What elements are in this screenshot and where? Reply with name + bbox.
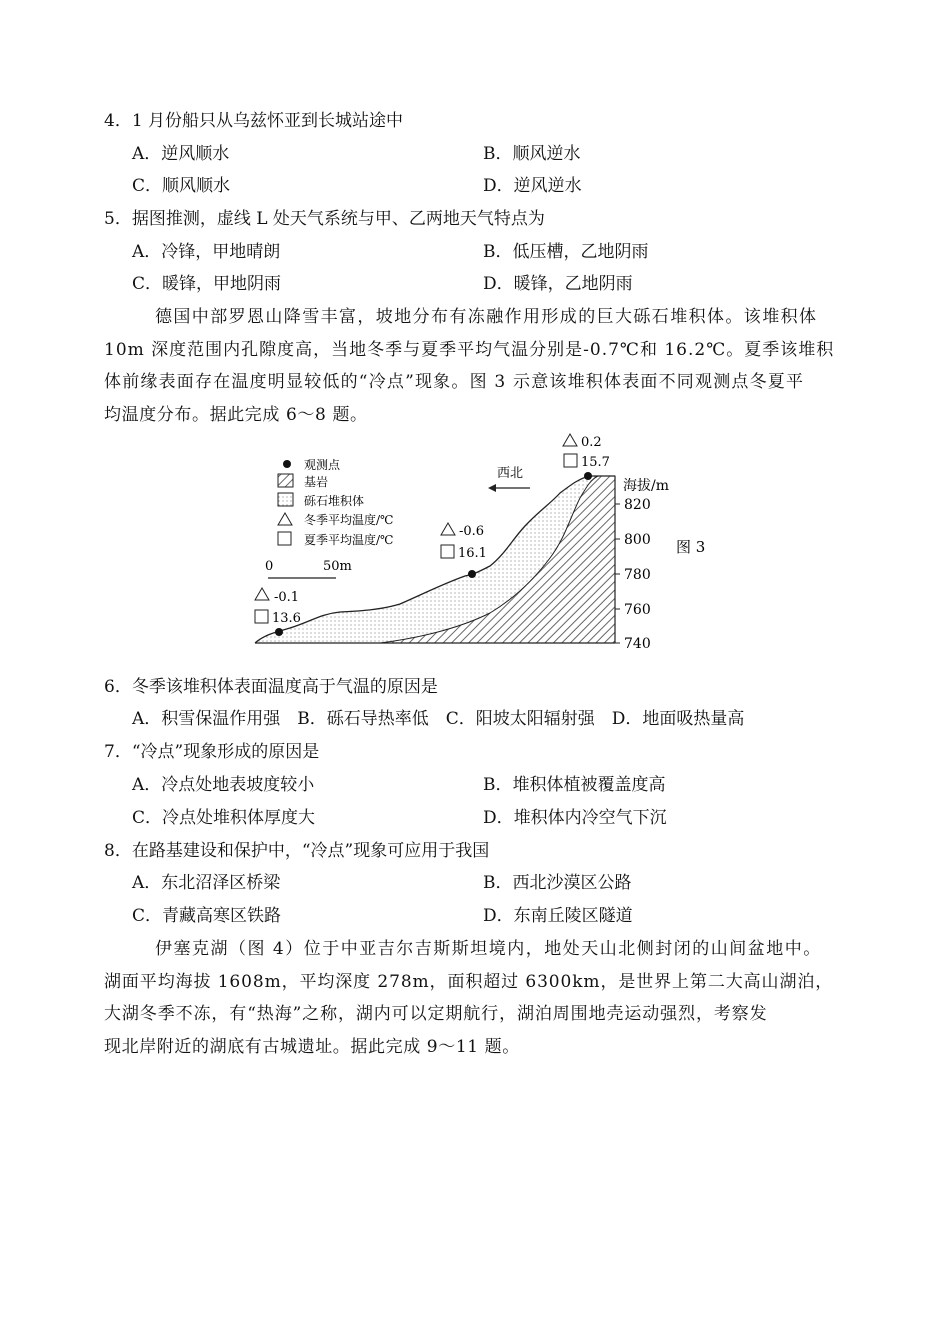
- legend-obs: 观测点: [304, 458, 341, 472]
- observation-point-3: [563, 434, 610, 480]
- point1-winter: -0.1: [274, 590, 300, 605]
- legend: [278, 457, 393, 547]
- legend-winter-triangle: [278, 513, 292, 525]
- q4-option-a: A．逆风顺水: [132, 144, 230, 164]
- legend-gravel-swatch: [278, 493, 293, 506]
- q7-option-d: D．堆积体内冷空气下沉: [483, 808, 667, 828]
- q4-option-b: B．顺风逆水: [483, 144, 581, 164]
- direction-arrowhead: [488, 484, 496, 492]
- q4-option-d: D．逆风逆水: [483, 176, 582, 196]
- point3-winter: 0.2: [581, 435, 602, 450]
- q6-stem: 6．冬季该堆积体表面温度高于气温的原因是: [104, 677, 438, 697]
- q8-option-a: A．东北沼泽区桥梁: [132, 873, 281, 893]
- tick-760: 760: [624, 602, 651, 618]
- scale-zero: 0: [265, 559, 274, 574]
- legend-bedrock: 基岩: [304, 475, 329, 489]
- passage1-line1: 德国中部罗恩山降雪丰富，坡地分布有冻融作用形成的巨大砾石堆积体。该堆积体: [155, 307, 818, 327]
- legend-gravel: 砾石堆积体: [304, 494, 365, 508]
- passage2-line3: 大湖冬季不冻，有“热海”之称，湖内可以定期航行，湖泊周围地壳运动强烈，考察发: [104, 1004, 768, 1024]
- q4-option-c: C．顺风顺水: [132, 176, 231, 196]
- point3-summer: 15.7: [581, 455, 610, 470]
- q7-option-b: B．堆积体植被覆盖度高: [483, 775, 666, 795]
- passage2-line4: 现北岸附近的湖底有古城遗址。据此完成 9～11 题。: [104, 1037, 520, 1057]
- scale-bar: [265, 559, 352, 578]
- tick-740: 740: [624, 636, 651, 652]
- q7-option-a: A．冷点处地表坡度较小: [132, 775, 315, 795]
- legend-summer: 夏季平均温度/℃: [304, 533, 394, 547]
- passage2-line2: 湖面平均海拔 1608m，平均深度 278m，面积超过 6300km，是世界上第二大高山湖泊，: [104, 972, 834, 992]
- tick-780: 780: [624, 567, 651, 583]
- passage1-line3: 体前缘表面存在温度明显较低的“冷点”现象。图 3 示意该堆积体表面不同观测点冬夏平: [104, 372, 805, 392]
- point1-summer: 13.6: [272, 611, 301, 626]
- q5-stem: 5．据图推测，虚线 L 处天气系统与甲、乙两地天气特点为: [104, 209, 545, 229]
- q8-option-b: B．西北沙漠区公路: [483, 873, 632, 893]
- legend-winter: 冬季平均温度/℃: [304, 513, 394, 527]
- figure-3-profile-diagram: [250, 428, 720, 654]
- axis-label: 海拔/m: [623, 478, 669, 494]
- q8-option-d: D．东南丘陵区隧道: [483, 906, 633, 926]
- q7-stem: 7．“冷点”现象形成的原因是: [104, 742, 320, 762]
- q6-options: A．积雪保温作用强 B．砾石导热率低 C．阳坡太阳辐射强 D．地面吸热量高: [132, 709, 745, 729]
- q5-option-a: A．冷锋，甲地晴朗: [132, 242, 281, 262]
- legend-summer-square: [278, 532, 291, 545]
- scale-label: 50m: [323, 559, 352, 574]
- q8-option-c: C．青藏高寒区铁路: [132, 906, 282, 926]
- point2-summer: 16.1: [458, 546, 487, 561]
- q7-option-c: C．冷点处堆积体厚度大: [132, 808, 316, 828]
- passage1-line2: 10m 深度范围内孔隙度高，当地冬季与夏季平均气温分别是-0.7℃和 16.2℃。夏季该堆积: [104, 340, 835, 360]
- passage2-line1: 伊塞克湖（图 4）位于中亚吉尔吉斯斯坦境内，地处天山北侧封闭的山间盆地中。: [155, 939, 822, 959]
- observation-point-2: [441, 523, 487, 578]
- point2-winter: -0.6: [459, 524, 485, 539]
- q5-option-c: C．暖锋，甲地阴雨: [132, 274, 282, 294]
- figure-caption: 图 3: [676, 538, 706, 556]
- q5-option-b: B．低压槽，乙地阴雨: [483, 242, 649, 262]
- legend-bedrock-swatch: [278, 474, 293, 487]
- q8-stem: 8．在路基建设和保护中，“冷点”现象可应用于我国: [104, 841, 490, 861]
- axis-ticks: [615, 504, 620, 643]
- direction-label: 西北: [497, 466, 524, 481]
- q5-option-d: D．暖锋，乙地阴雨: [483, 274, 633, 294]
- tick-800: 800: [624, 532, 651, 548]
- legend-obs-marker: [283, 460, 291, 468]
- passage1-line4: 均温度分布。据此完成 6～8 题。: [104, 405, 368, 425]
- q4-stem: 4．1 月份船只从乌兹怀亚到长城站途中: [104, 111, 404, 131]
- tick-820: 820: [624, 497, 651, 513]
